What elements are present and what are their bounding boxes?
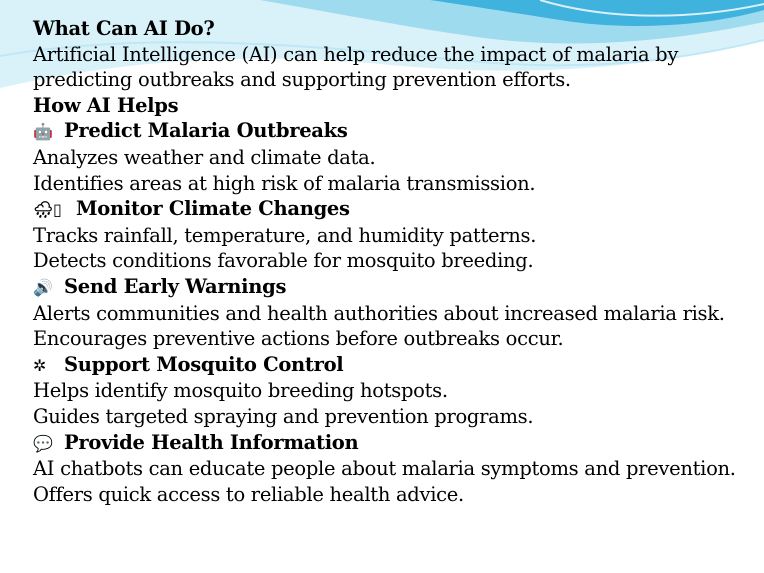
section-line: Helps identify mosquito breeding hotspots. [33,379,448,403]
slide-content [33,16,753,507]
slide-title: What Can AI Do? [33,17,215,40]
mosquito-icon: ✲ [33,355,47,375]
section-line: Analyzes weather and climate data. [33,145,376,169]
section-heading-health [33,430,753,457]
intro-line-2: predicting outbreaks and supporting prevention efforts. [33,68,571,92]
speech-bubble-icon: 💬 [33,433,53,453]
speaker-icon: 🔊 [33,277,53,297]
section-line: Alerts communities and health authorities about increased malaria risk. [33,301,725,325]
section-line: AI chatbots can educate people about malaria symptoms and prevention. [33,457,736,481]
section-heading-predict [33,118,753,145]
section-heading-monitor [33,196,753,223]
rain-cloud-icon: 🌧▯ [33,200,62,220]
robot-icon: 🤖 [33,122,53,142]
section-heading-mosquito [33,352,753,379]
section-heading-warnings [33,274,753,301]
heading-text: Provide Health Information [64,430,359,454]
section-line: Tracks rainfall, temperature, and humidity patterns. [33,223,537,247]
section-line: Encourages preventive actions before outbreaks occur. [33,327,564,351]
section-line: Offers quick access to reliable health advice. [33,482,464,506]
section-subtitle: How AI Helps [33,93,179,117]
heading-text: Monitor Climate Changes [76,197,350,221]
section-line: Detects conditions favorable for mosquito breeding. [33,249,534,273]
heading-text: Support Mosquito Control [64,352,344,376]
intro-line-1: Artificial Intelligence (AI) can help reduce the impact of malaria by [33,42,679,66]
heading-text: Send Early Warnings [64,274,287,298]
section-line: Identifies areas at high risk of malaria transmission. [33,171,536,195]
section-line: Guides targeted spraying and prevention programs. [33,404,534,428]
heading-text: Predict Malaria Outbreaks [64,119,348,143]
